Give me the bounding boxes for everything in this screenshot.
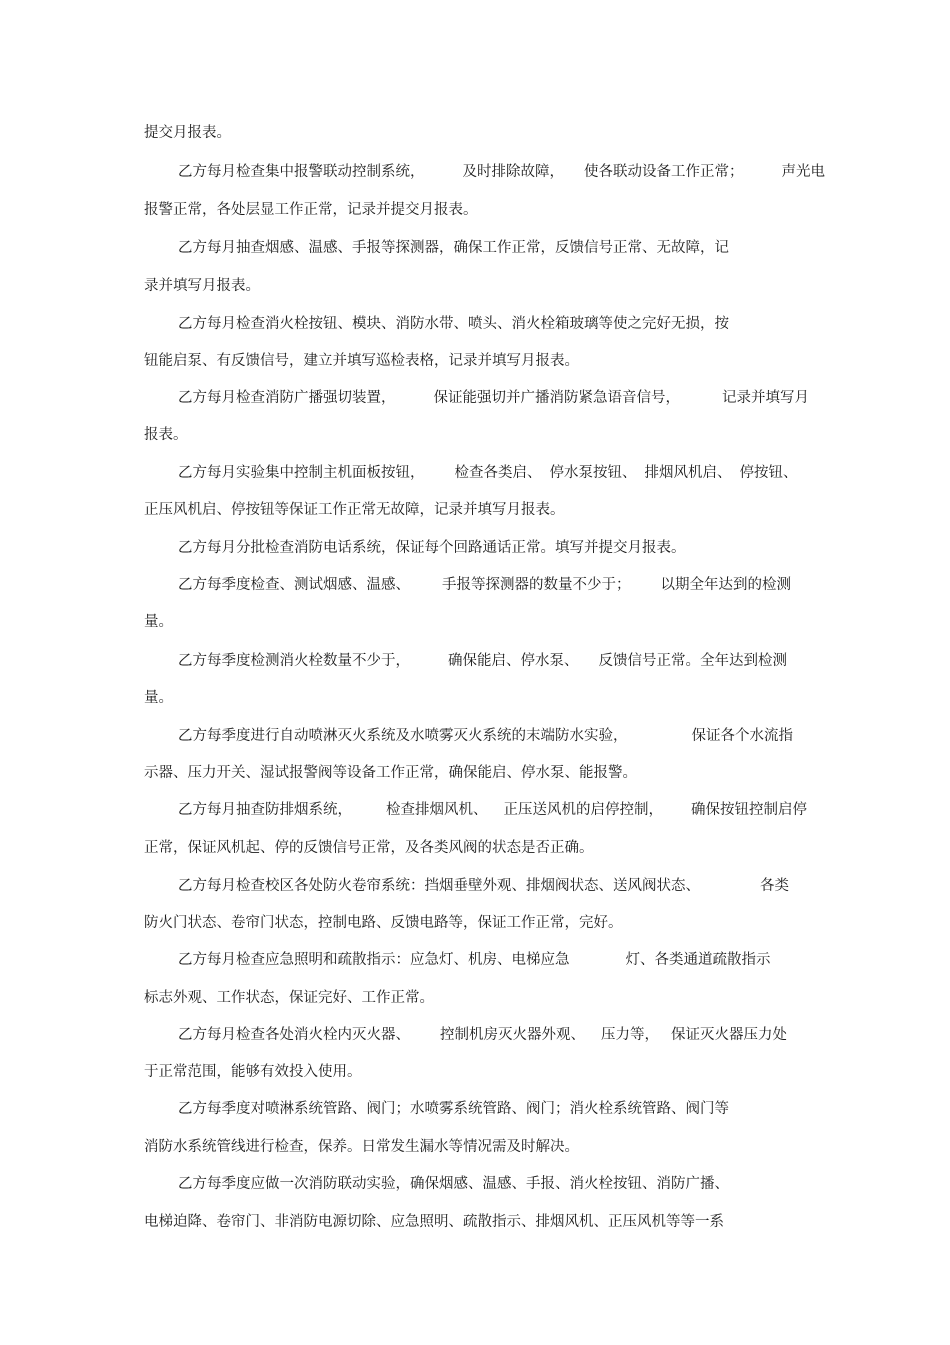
text-line: 钮能启泵、有反馈信号，建立并填写巡检表格，记录并填写月报表。 [144,353,579,369]
text-run: 检查各类启、 [454,465,542,481]
text-line: 乙方每月分批检查消防电话系统，保证每个回路通话正常。填写并提交月报表。 [178,540,686,556]
paragraph-line [178,575,804,595]
paragraph-line [178,463,804,483]
text-run: 反馈信号正常。全年达到检测 [598,653,787,669]
text-line: 录并填写月报表。 [144,278,260,294]
text-line: 防火门状态、卷帘门状态，控制电路、反馈电路等，保证工作正常，完好。 [144,915,623,931]
paragraph-line [178,726,804,746]
text-run: 压力等， [601,1027,659,1043]
paragraph-line [178,651,804,671]
text-run: 控制机房灭火器外观、 [440,1027,585,1043]
text-run: 停水泵按钮、 [549,465,637,481]
text-run: 乙方每月检查集中报警联动控制系统， [178,164,425,180]
text-run: 乙方每月检查消防广播强切装置， [178,390,396,406]
text-run: 乙方每季度检测消火栓数量不少于， [178,653,410,669]
text-run: 保证各个水流指 [691,728,793,744]
text-run: 以期全年达到的检测 [660,577,791,593]
text-line: 标志外观、工作状态，保证完好、工作正常。 [144,990,434,1006]
text-run: 灯、各类通道疏散指示 [625,952,771,968]
paragraph-line [178,876,804,896]
text-run: 乙方每月检查应急照明和疏散指示：应急灯、机房、电梯应急 [178,952,570,968]
text-run: 乙方每季度检查、测试烟感、温感、 [178,577,410,593]
text-line: 正压风机启、停按钮等保证工作正常无故障，记录并填写月报表。 [144,502,565,518]
text-line: 乙方每季度应做一次消防联动实验，确保烟感、温感、手报、消火栓按钮、消防广播、 [178,1176,729,1192]
text-run: 乙方每月检查校区各处防火卷帘系统：挡烟垂壁外观、排烟阀状态、送风阀状态、 [178,878,700,894]
text-line: 电梯迫降、卷帘门、非消防电源切除、应急照明、疏散指示、排烟风机、正压风机等等一系 [144,1214,724,1230]
text-line: 提交月报表。 [144,125,231,141]
text-run: 各类 [760,878,789,894]
paragraph-line [178,800,807,820]
text-line: 报警正常，各处层显工作正常，记录并提交月报表。 [144,202,478,218]
text-run: 保证能强切并广播消防紧急语音信号， [433,390,680,406]
text-run: 确保能启、停水泵、 [448,653,579,669]
text-line: 报表。 [144,427,188,443]
text-run: 乙方每月抽查防排烟系统， [178,802,352,818]
text-run: 声光电 [781,164,825,180]
text-run: 使各联动设备工作正常； [584,164,744,180]
text-run: 确保按钮控制启停 [691,802,807,818]
paragraph-line [178,950,804,970]
text-run: 及时排除故障， [462,164,564,180]
text-line: 乙方每季度对喷淋系统管路、阀门；水喷雾系统管路、阀门；消火栓系统管路、阀门等 [178,1101,729,1117]
text-run: 乙方每季度进行自动喷淋灭火系统及水喷雾灭火系统的末端防水实验， [178,728,628,744]
text-line: 消防水系统管线进行检查，保养。日常发生漏水等情况需及时解决。 [144,1139,579,1155]
text-run: 检查排烟风机、 [386,802,488,818]
paragraph-line [178,1025,804,1045]
paragraph-line [178,162,825,182]
text-line: 正常，保证风机起、停的反馈信号正常，及各类风阀的状态是否正确。 [144,840,594,856]
text-line: 于正常范围，能够有效投入使用。 [144,1064,362,1080]
text-run: 排烟风机启、 [644,465,732,481]
text-line: 乙方每月检查消火栓按钮、模块、消防水带、喷头、消火栓箱玻璃等使之完好无损，按 [178,316,729,332]
text-run: 乙方每月检查各处消火栓内灭火器、 [178,1027,410,1043]
text-run: 乙方每月实验集中控制主机面板按钮， [178,465,425,481]
text-line: 量。 [144,614,173,630]
text-line: 乙方每月抽查烟感、温感、手报等探测器，确保工作正常，反馈信号正常、无故障，记 [178,240,729,256]
paragraph-line [178,388,809,408]
text-run: 记录并填写月 [722,390,809,406]
text-run: 手报等探测器的数量不少于； [442,577,631,593]
text-line: 量。 [144,690,173,706]
text-line: 示器、压力开关、湿试报警阀等设备工作正常，确保能启、停水泵、能报警。 [144,765,637,781]
text-run: 保证灭火器压力处 [671,1027,787,1043]
text-run: 正压送风机的启停控制， [503,802,663,818]
text-run: 停按钮、 [739,465,798,481]
